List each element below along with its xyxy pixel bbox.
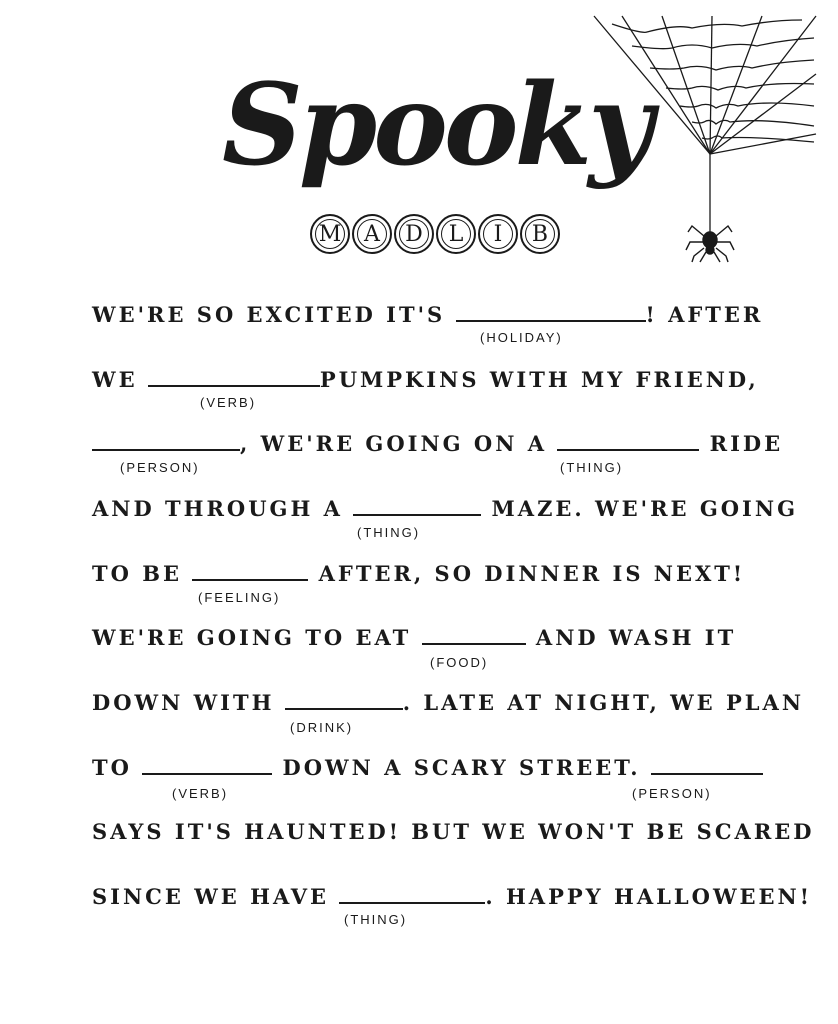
blank-person[interactable]: [651, 759, 763, 775]
line-text: RIDE: [709, 431, 784, 456]
line-text: DOWN WITH: [92, 690, 275, 715]
line-text: TO BE: [92, 561, 182, 586]
badge-letter: M: [310, 214, 350, 254]
hint-feeling: (FEELING): [198, 590, 281, 605]
story-line-10: [92, 886, 812, 907]
badge-letter: L: [436, 214, 476, 254]
hint-verb: (VERB): [172, 786, 229, 801]
hint-drink: (DRINK): [290, 720, 354, 735]
blank-thing[interactable]: [353, 500, 481, 516]
line-text: DOWN A SCARY STREET.: [282, 755, 641, 780]
badge-letter: D: [394, 214, 434, 254]
blank-thing[interactable]: [339, 888, 485, 904]
story-line-6: [92, 627, 736, 648]
blank-verb[interactable]: [148, 371, 320, 387]
line-text: SINCE WE HAVE: [92, 884, 330, 909]
story-line-2: [92, 369, 759, 390]
hint-person: (PERSON): [632, 786, 712, 801]
badge-letter: B: [520, 214, 560, 254]
hint-holiday: (HOLIDAY): [480, 330, 563, 345]
story-line-1: [92, 304, 763, 325]
story-line-4: [92, 498, 798, 519]
line-text: . HAPPY HALLOWEEN!: [485, 884, 812, 909]
badge-letter: A: [352, 214, 392, 254]
story-line-7: [92, 692, 804, 713]
hint-verb: (VERB): [200, 395, 257, 410]
spider-web-icon: [592, 14, 818, 264]
line-text: AFTER, SO DINNER IS NEXT!: [318, 561, 746, 586]
line-text: ! AFTER: [645, 302, 764, 327]
hint-food: (FOOD): [430, 655, 489, 670]
line-text: MAZE. WE'RE GOING: [491, 496, 799, 521]
line-text: TO: [92, 755, 132, 780]
blank-food[interactable]: [422, 629, 526, 645]
blank-verb[interactable]: [142, 759, 272, 775]
blank-thing[interactable]: [557, 435, 699, 451]
story-line-8: [92, 757, 763, 778]
title-spooky: Spooky: [222, 60, 650, 191]
hint-thing: (THING): [357, 525, 421, 540]
blank-person[interactable]: [92, 435, 240, 451]
line-text: WE: [92, 367, 138, 392]
story-line-5: [92, 563, 745, 584]
line-text: , WE'RE GOING ON A: [240, 431, 547, 456]
blank-drink[interactable]: [285, 694, 403, 710]
badge-letter: I: [478, 214, 518, 254]
line-text: . LATE AT NIGHT, WE PLAN: [402, 690, 805, 715]
hint-thing: (THING): [344, 912, 408, 927]
story-line-3: [92, 433, 783, 454]
line-text: PUMPKINS WITH MY FRIEND,: [319, 367, 759, 392]
line-text: WE'RE SO EXCITED IT'S: [92, 302, 446, 327]
blank-holiday[interactable]: [456, 306, 646, 322]
madlib-badges: [310, 214, 562, 254]
line-text: AND WASH IT: [535, 625, 737, 650]
hint-thing: (THING): [560, 460, 624, 475]
line-text: WE'RE GOING TO EAT: [92, 625, 412, 650]
story-line-9: SAYS IT'S HAUNTED! BUT WE WON'T BE SCARED: [92, 819, 815, 844]
blank-feeling[interactable]: [192, 565, 308, 581]
line-text: AND THROUGH A: [92, 496, 343, 521]
hint-person: (PERSON): [120, 460, 200, 475]
